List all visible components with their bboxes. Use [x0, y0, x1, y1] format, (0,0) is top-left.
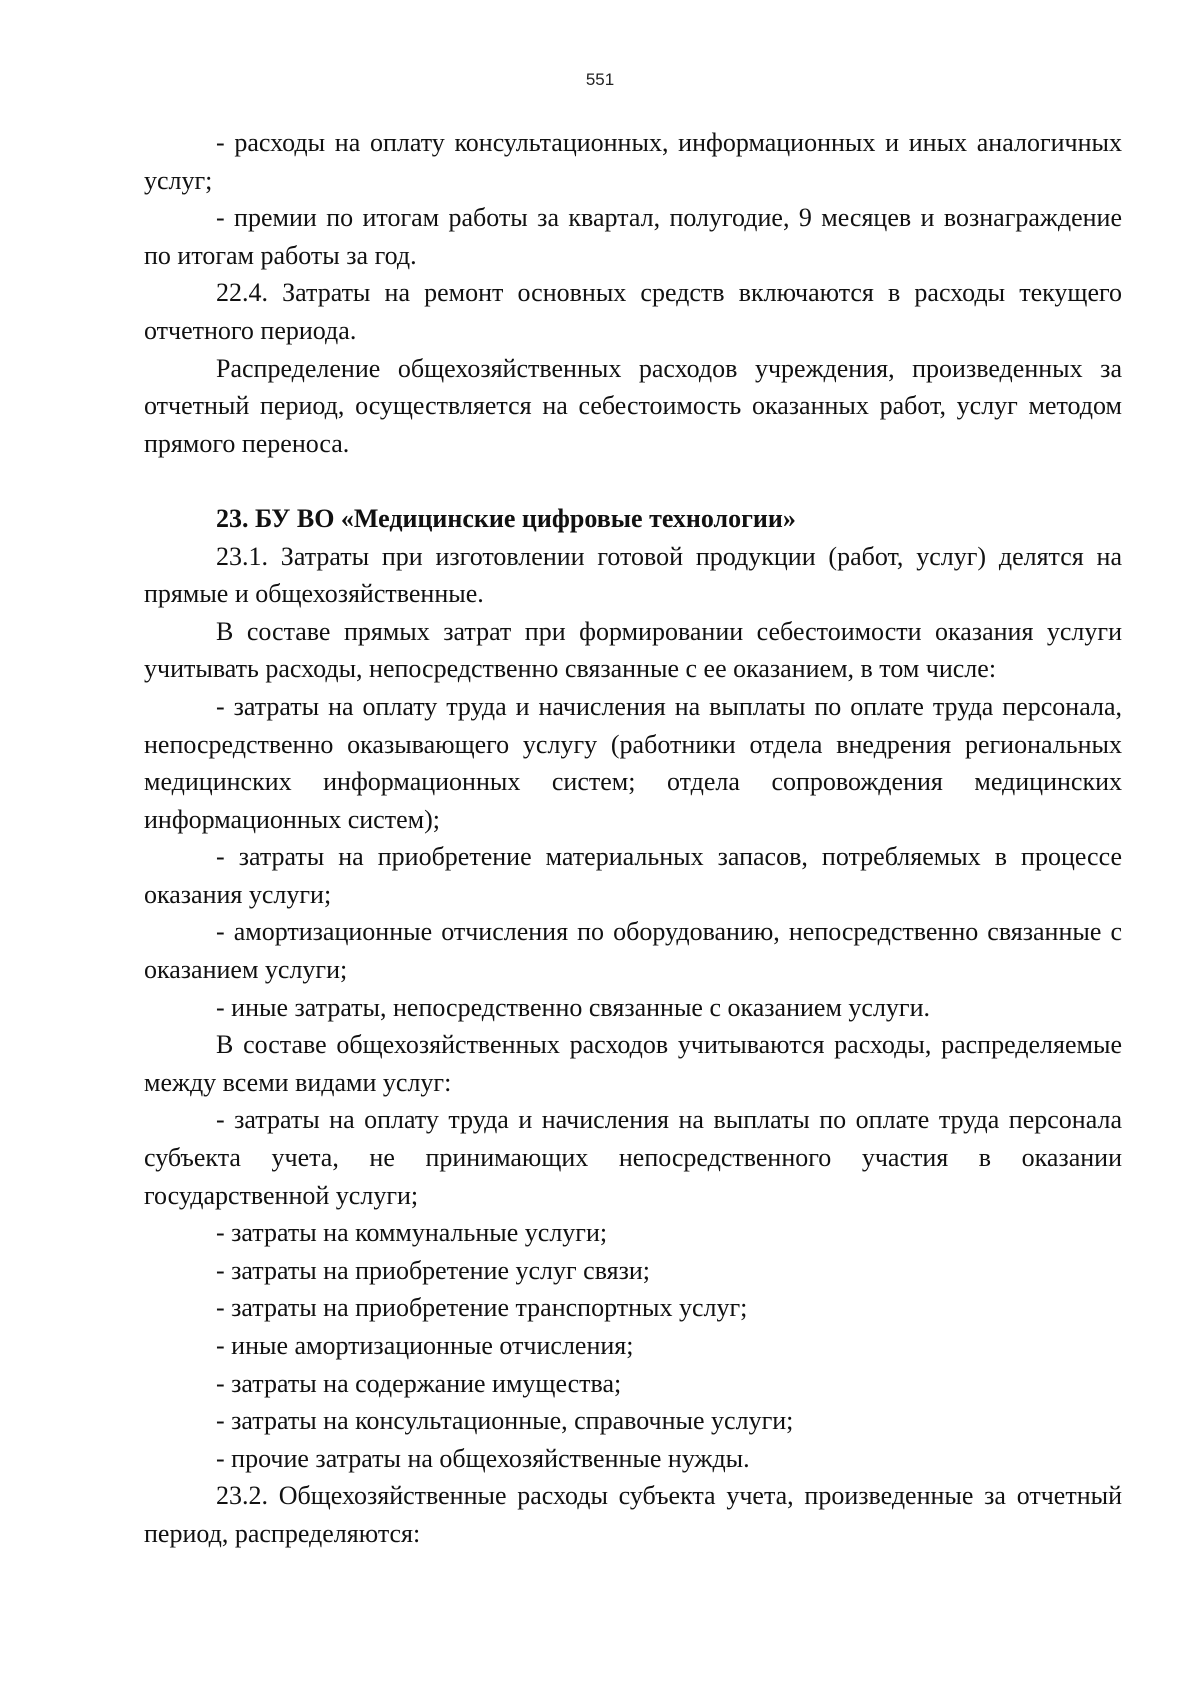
paragraph: - затраты на коммунальные услуги; [216, 1218, 608, 1248]
paragraph: - затраты на приобретение транспортных услуг; [216, 1293, 748, 1323]
paragraph: - затраты на содержание имущества; [216, 1368, 622, 1398]
paragraph: - затраты на оплату труда и начисления на выплаты по оплате труда персонала, непосредственно оказывающего услугу (работники отдела внедрения региональных медицинских информационных систем; отдела сопровождения медицинских информационных систем); [144, 691, 1122, 834]
paragraph: 23.2. Общехозяйственные расходы субъекта учета, произведенные за отчетный период, распределяются: [144, 1481, 1122, 1548]
paragraph: 22.4. Затраты на ремонт основных средств включаются в расходы текущего отчетного периода. [144, 278, 1122, 345]
paragraph: В составе общехозяйственных расходов учитываются расходы, распределяемые между всеми видами услуг: [144, 1030, 1122, 1097]
document-body [144, 124, 1122, 1553]
paragraph: - прочие затраты на общехозяйственные нужды. [216, 1443, 750, 1473]
paragraph: - иные амортизационные отчисления; [216, 1331, 634, 1360]
paragraph: - затраты на оплату труда и начисления на выплаты по оплате труда персонала субъекта учета, не принимающих непосредственного участия в оказании государственной услуги; [144, 1105, 1122, 1210]
paragraph: - затраты на приобретение услуг связи; [216, 1255, 651, 1285]
paragraph: - расходы на оплату консультационных, информационных и иных аналогичных услуг; [144, 128, 1122, 195]
paragraph: - амортизационные отчисления по оборудованию, непосредственно связанные с оказанием услуги; [144, 917, 1122, 985]
paragraph: - затраты на приобретение материальных запасов, потребляемых в процессе оказания услуги; [144, 842, 1122, 909]
paragraph: - иные затраты, непосредственно связанные с оказанием услуги. [216, 992, 931, 1022]
section-heading: 23. БУ ВО «Медицинские цифровые технологии» [216, 503, 796, 533]
paragraph: В составе прямых затрат при формировании себестоимости оказания услуги учитывать расходы, непосредственно связанные с ее оказанием, в том числе: [144, 616, 1122, 684]
paragraph: - премии по итогам работы за квартал, полугодие, 9 месяцев и вознаграждение по итогам работы за год. [144, 203, 1122, 270]
paragraph: 23.1. Затраты при изготовлении готовой продукции (работ, услуг) делятся на прямые и общехозяйственные. [144, 541, 1122, 609]
page-number: 551 [585, 70, 615, 89]
paragraph: Распределение общехозяйственных расходов учреждения, произведенных за отчетный период, осуществляется на себестоимость оказанных работ, услуг методом прямого переноса. [144, 353, 1122, 458]
paragraph: - затраты на консультационные, справочные услуги; [216, 1406, 794, 1436]
